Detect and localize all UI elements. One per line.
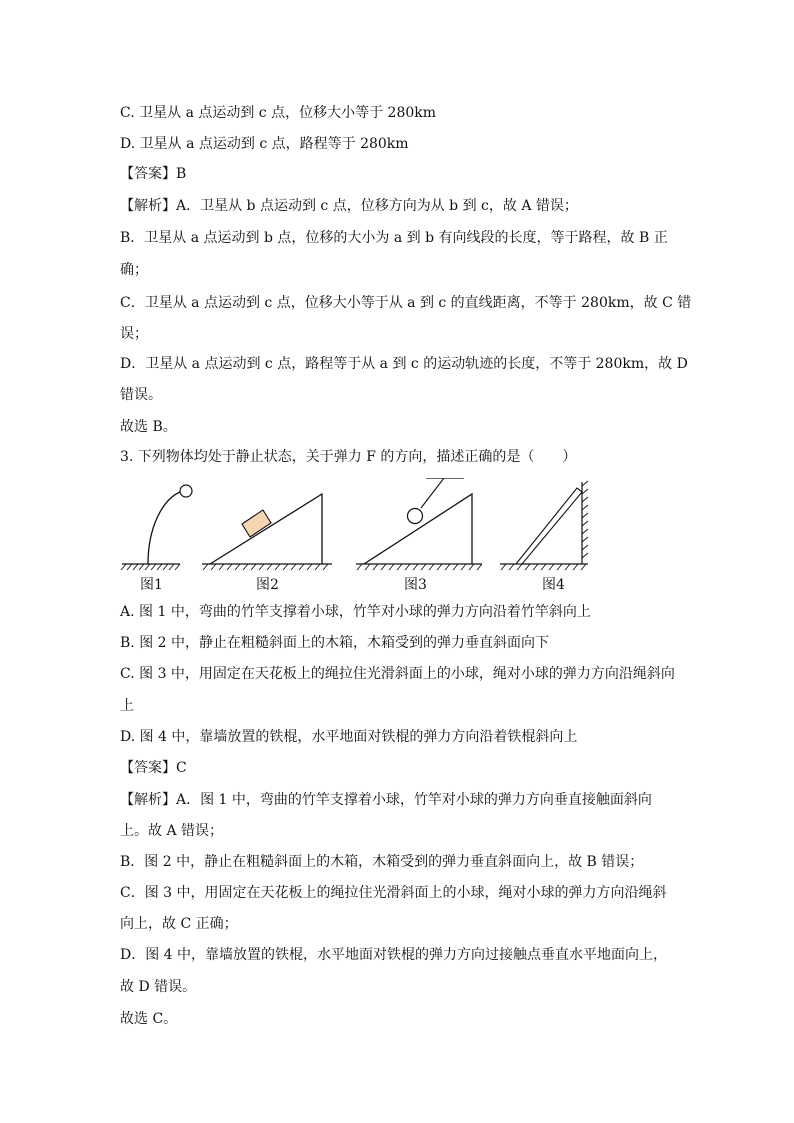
analysis-line-6: D．卫星从 a 点运动到 c 点，路程等于从 a 到 c 的运动轨迹的长度，不等于 280km，故 D <box>120 356 688 372</box>
analysis-line-2: B．卫星从 a 点运动到 b 点，位移的大小为 a 到 b 有向线段的长度，等于路程，故 B 正 <box>120 230 668 246</box>
rope <box>421 478 444 508</box>
analysis-line-3: 确； <box>120 262 148 278</box>
analysis-d-cont: 故 D 错误。 <box>120 979 197 995</box>
option-c-prev: C. 卫星从 a 点运动到 c 点，位移大小等于 280km <box>120 105 437 121</box>
analysis-c-cont: 向上，故 C 正确； <box>120 916 238 932</box>
analysis-c: C．图 3 中，用固定在天花板上的绳拉住光滑斜面上的小球，绳对小球的弹力方向沿绳斜 <box>120 885 667 901</box>
figure-2 <box>202 494 332 570</box>
figure-3-label: 图3 <box>404 577 427 593</box>
option-c-cont: 上 <box>120 698 134 714</box>
analysis-a-cont: 上。故 A 错误； <box>120 823 224 839</box>
option-c: C. 图 3 中，用固定在天花板上的绳拉住光滑斜面上的小球，绳对小球的弹力方向沿绳斜向 <box>120 666 675 682</box>
iron-rod <box>516 488 582 564</box>
option-b: B. 图 2 中，静止在粗糙斜面上的木箱，木箱受到的弹力垂直斜面向下 <box>120 635 549 651</box>
figure-1-label: 图1 <box>140 577 163 593</box>
figure-1 <box>121 485 192 570</box>
option-d-prev: D. 卫星从 a 点运动到 c 点，路程等于 280km <box>120 136 409 152</box>
analysis-line-1: 【解析】A．卫星从 b 点运动到 c 点，位移方向为从 b 到 c，故 A 错误； <box>120 198 578 214</box>
analysis-a: 【解析】A．图 1 中，弯曲的竹竿支撑着小球，竹竿对小球的弹力方向垂直接触面斜向 <box>120 792 652 808</box>
conclusion: 故选 C。 <box>120 1011 178 1027</box>
ball-icon <box>180 485 192 497</box>
question-3-stem: 3. 下列物体均处于静止状态，关于弹力 F 的方向，描述正确的是（ ） <box>120 449 577 465</box>
ball-icon <box>408 509 423 524</box>
figure-4 <box>500 481 588 570</box>
analysis-line-5: 误； <box>120 326 148 342</box>
conclusion-prev: 故选 B。 <box>120 419 177 435</box>
figure-2-label: 图2 <box>256 577 279 593</box>
analysis-b: B．图 2 中，静止在粗糙斜面上的木箱，木箱受到的弹力垂直斜面向上，故 B 错误； <box>120 854 644 870</box>
answer-prev: 【答案】B <box>120 166 187 182</box>
option-d: D. 图 4 中，靠墙放置的铁棍，水平地面对铁棍的弹力方向沿着铁棍斜向上 <box>120 729 578 745</box>
figure-4-label: 图4 <box>542 577 565 593</box>
figure-row <box>118 478 598 598</box>
figures-svg <box>118 478 598 598</box>
analysis-line-7: 错误。 <box>120 387 162 403</box>
analysis-d: D．图 4 中，靠墙放置的铁棍，水平地面对铁棍的弹力方向过接触点垂直水平地面向上， <box>120 947 668 963</box>
answer-line: 【答案】C <box>120 760 187 776</box>
figure-3 <box>356 478 482 570</box>
option-a: A. 图 1 中，弯曲的竹竿支撑着小球，竹竿对小球的弹力方向沿着竹竿斜向上 <box>120 604 591 620</box>
analysis-line-4: C．卫星从 a 点运动到 c 点，位移大小等于从 a 到 c 的直线距离，不等于 280km，故 C 错 <box>120 295 692 311</box>
box-icon <box>242 510 271 537</box>
